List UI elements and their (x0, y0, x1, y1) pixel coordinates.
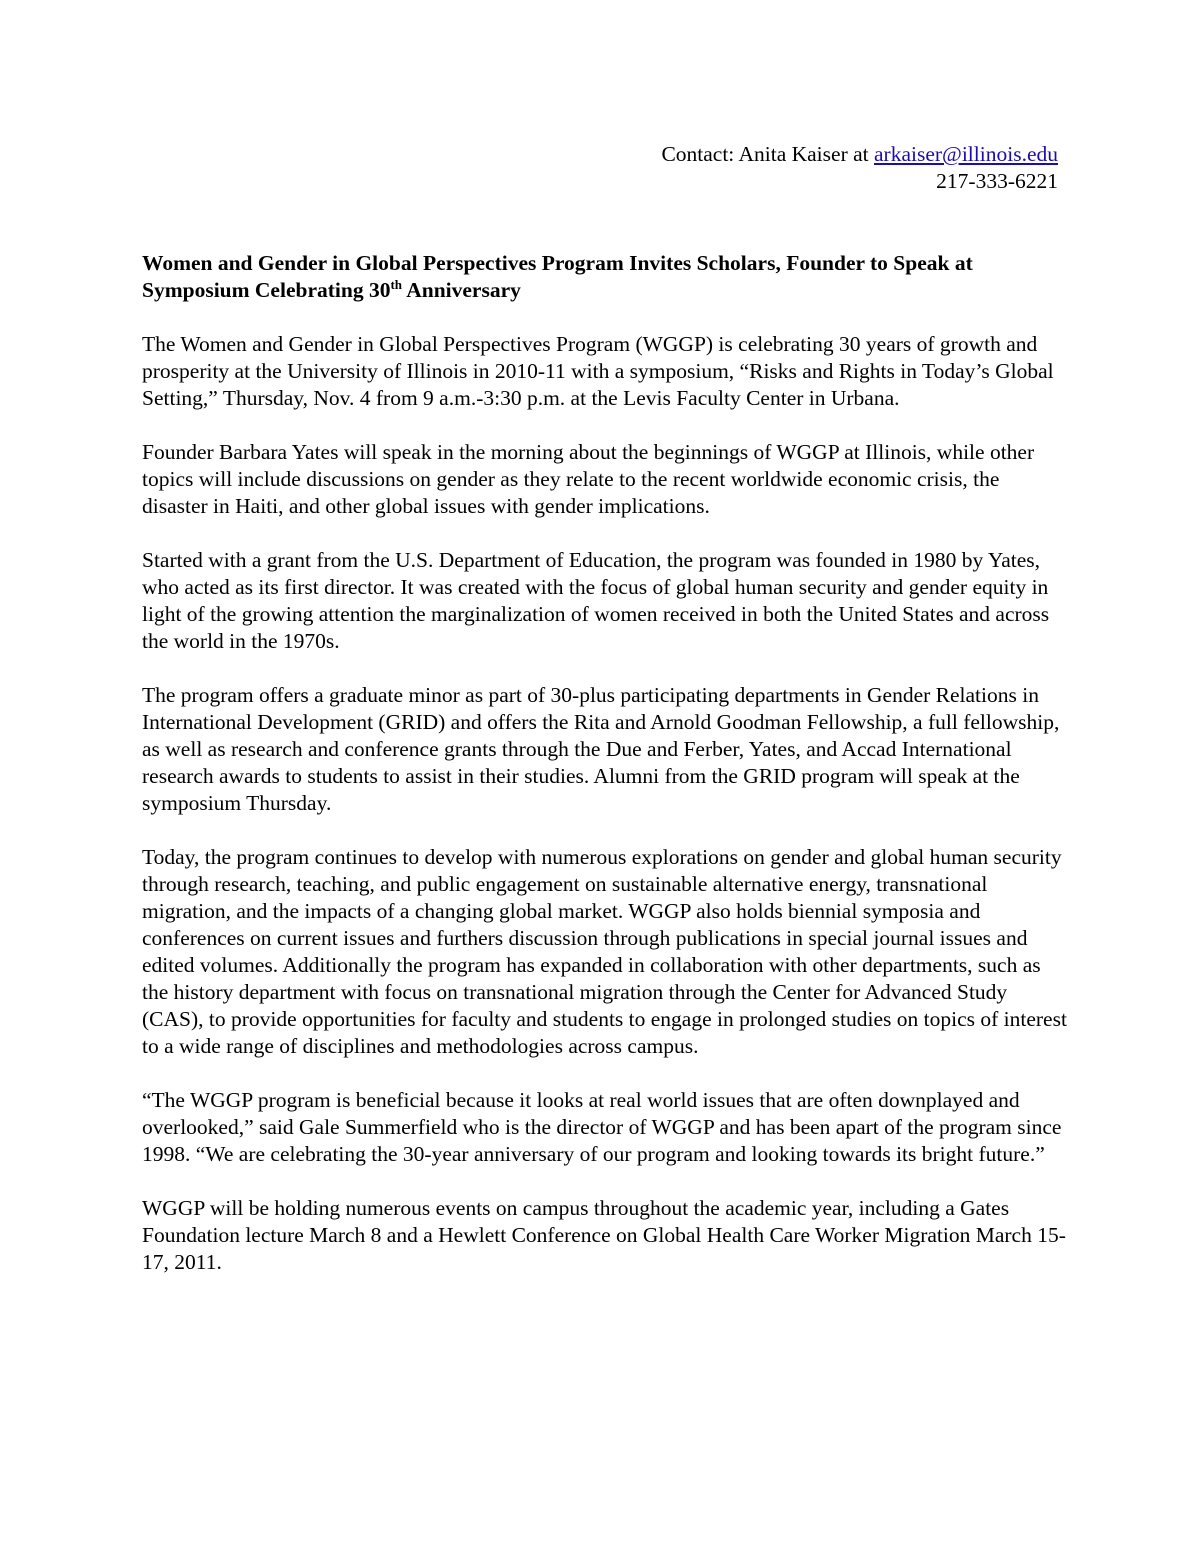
headline-text-end: Anniversary (402, 278, 521, 302)
contact-email-link[interactable]: arkaiser@illinois.edu (874, 142, 1058, 166)
paragraph-history: Started with a grant from the U.S. Department of Education, the program was founded in 1980 by Yates, who acted as its first director. It was created with the focus of global human security and gender equity in light of the growing attention the marginalization of women received in both the United States and across the world in the 1970s. (142, 548, 1050, 653)
paragraph-intro: The Women and Gender in Global Perspectives Program (WGGP) is celebrating 30 years of growth and prosperity at the University of Illinois in 2010-11 with a symposium, “Risks and Rights in Today’s Global Setting,” Thursday, Nov. 4 from 9 a.m.-3:30 p.m. at the Levis Faculty Center in Urbana. (142, 332, 1054, 410)
headline-ordinal-suffix: th (390, 277, 403, 292)
paragraph-founder: Founder Barbara Yates will speak in the morning about the beginnings of WGGP at Illinois, while other topics will include discussions on gender as they relate to the recent worldwide economic crisis, the disaster in Haiti, and other global issues with gender implications. (142, 440, 1035, 518)
press-release-body (142, 250, 1067, 1303)
headline (142, 250, 1067, 304)
contact-block (661, 141, 1058, 195)
paragraph-events: WGGP will be holding numerous events on campus throughout the academic year, including a Gates Foundation lecture March 8 and a Hewlett Conference on Global Health Care Worker Migration March 15-17, 2011. (142, 1196, 1066, 1274)
contact-line (661, 141, 1058, 168)
contact-prefix: Contact: Anita Kaiser at (661, 142, 869, 166)
paragraph-quote: “The WGGP program is beneficial because it looks at real world issues that are often downplayed and overlooked,” said Gale Summerfield who is the director of WGGP and has been apart of the program since 1998. “We are celebrating the 30-year anniversary of our program and looking towards its bright future.” (142, 1088, 1062, 1166)
headline-text: Women and Gender in Global Perspectives Program Invites Scholars, Founder to Speak at Symposium Celebrating 30 (142, 251, 973, 302)
contact-phone: 217-333-6221 (936, 169, 1058, 193)
paragraph-graduate-minor: The program offers a graduate minor as part of 30-plus participating departments in Gender Relations in International Development (GRID) and offers the Rita and Arnold Goodman Fellowship, a full fellowship, as well as research and conference grants through the Due and Ferber, Yates, and Accad International research awards to students to assist in their studies. Alumni from the GRID program will speak at the symposium Thursday. (142, 683, 1060, 815)
paragraph-today: Today, the program continues to develop with numerous explorations on gender and global human security through research, teaching, and public engagement on sustainable alternative energy, transnational migration, and the impacts of a changing global market. WGGP also holds biennial symposia and conferences on current issues and furthers discussion through publications in special journal issues and edited volumes. Additionally the program has expanded in collaboration with other departments, such as the history department with focus on transnational migration through the Center for Advanced Study (CAS), to provide opportunities for faculty and students to engage in prolonged studies on topics of interest to a wide range of disciplines and methodologies across campus. (142, 845, 1067, 1058)
